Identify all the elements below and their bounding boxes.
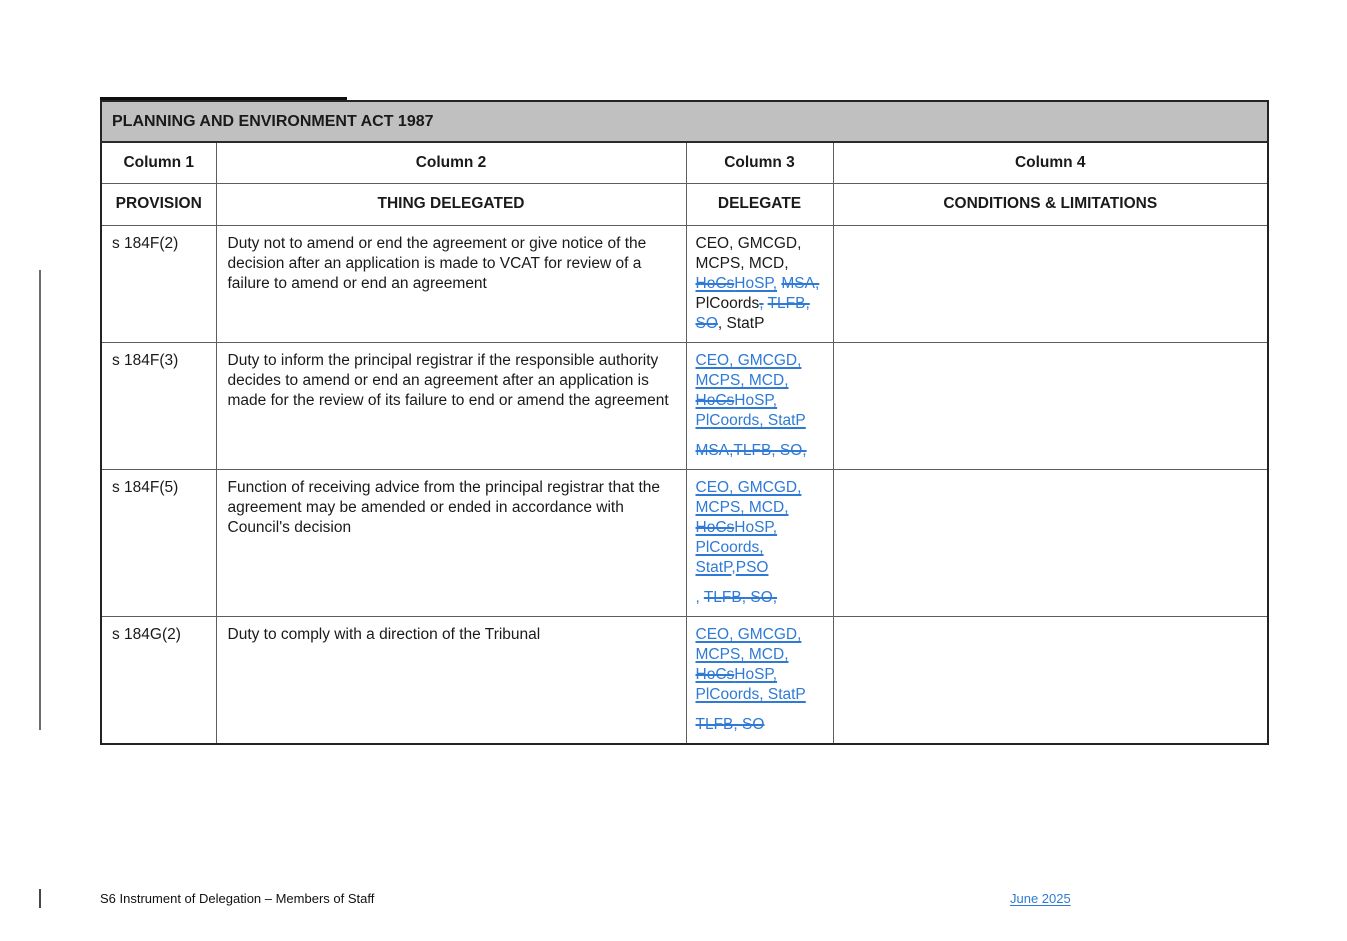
thing-delegated-cell: Function of receiving advice from the principal registrar that the agreement may be amended or ended in accordance with Council's decision <box>216 469 686 616</box>
delegate-cell <box>686 469 833 616</box>
table-body <box>101 225 1268 744</box>
thing-delegated-cell: Duty to comply with a direction of the Tribunal <box>216 616 686 744</box>
conditions-header: CONDITIONS & LIMITATIONS <box>833 183 1268 225</box>
footer-date-link[interactable]: June 2025 <box>1010 891 1071 906</box>
delegation-table-container <box>100 100 1267 745</box>
table-row <box>101 469 1268 616</box>
table-row <box>101 225 1268 342</box>
thing-delegated-cell: Duty to inform the principal registrar if the responsible authority decides to amend or end an agreement after an application is made for the review of its failure to end or amend the agreement <box>216 342 686 469</box>
delegate-text-segment: HoCs <box>695 665 735 683</box>
conditions-cell <box>833 616 1268 744</box>
delegate-text-segment: HoCs <box>695 274 735 292</box>
delegate-cell <box>686 225 833 342</box>
delegate-paragraph <box>696 478 831 578</box>
delegate-text-segment: HoSP, <box>734 274 778 292</box>
delegate-text-segment: , <box>731 558 736 576</box>
table-row <box>101 616 1268 744</box>
field-header-row <box>101 183 1268 225</box>
delegate-cell <box>686 342 833 469</box>
delegate-text-segment: , <box>695 588 704 606</box>
delegate-cell <box>686 616 833 744</box>
delegate-text-segment: , StatP <box>717 314 765 332</box>
column-2-header: Column 2 <box>216 142 686 183</box>
conditions-cell <box>833 225 1268 342</box>
delegate-paragraph <box>696 625 831 705</box>
delegate-text-segment: PSO <box>735 558 769 576</box>
delegate-paragraph <box>696 234 831 334</box>
delegate-text-segment: HoSP, PlCoords, StatP <box>695 518 778 576</box>
delegate-header: DELEGATE <box>686 183 833 225</box>
delegate-text-segment: CEO, GMCGD, MCPS, MCD, <box>695 234 802 272</box>
delegate-paragraph <box>696 441 831 461</box>
provision-cell: s 184F(2) <box>101 225 216 342</box>
delegate-paragraph <box>696 351 831 431</box>
act-title-row <box>101 101 1268 142</box>
delegate-paragraph <box>696 715 831 735</box>
footer-change-bar <box>39 889 41 908</box>
delegate-text-segment: CEO, GMCGD, MCPS, MCD, <box>695 478 802 516</box>
delegate-text-segment: MSA,TLFB, SO, <box>695 441 807 459</box>
conditions-cell <box>833 469 1268 616</box>
provision-cell: s 184F(3) <box>101 342 216 469</box>
delegate-paragraph <box>696 588 831 608</box>
thing-delegated-cell: Duty not to amend or end the agreement or give notice of the decision after an application is made to VCAT for review of a failure to amend or end an agreement <box>216 225 686 342</box>
column-number-header-row <box>101 142 1268 183</box>
delegate-text-segment: CEO, GMCGD, MCPS, MCD, <box>695 625 802 663</box>
delegate-text-segment: PlCoords <box>695 294 760 312</box>
table-row <box>101 342 1268 469</box>
delegate-text-segment: CEO, GMCGD, MCPS, MCD, <box>695 351 802 389</box>
delegate-text-segment: HoSP, PlCoords, StatP <box>695 391 806 429</box>
revision-change-bar <box>39 270 41 730</box>
conditions-cell <box>833 342 1268 469</box>
delegate-text-segment: , <box>759 294 764 312</box>
provision-cell: s 184G(2) <box>101 616 216 744</box>
provision-cell: s 184F(5) <box>101 469 216 616</box>
provision-header: PROVISION <box>101 183 216 225</box>
delegate-text-segment: TLFB, SO <box>695 294 810 332</box>
delegate-text-segment: HoCs <box>695 391 735 409</box>
delegation-table <box>100 100 1269 745</box>
column-3-header: Column 3 <box>686 142 833 183</box>
delegate-text-segment: TLFB, SO <box>695 715 765 733</box>
delegate-text-segment: MSA, <box>781 274 820 292</box>
delegate-text-segment: HoSP, PlCoords, StatP <box>695 665 806 703</box>
column-1-header: Column 1 <box>101 142 216 183</box>
column-4-header: Column 4 <box>833 142 1268 183</box>
act-title: PLANNING AND ENVIRONMENT ACT 1987 <box>101 101 1268 142</box>
delegate-text-segment: TLFB, SO, <box>703 588 778 606</box>
footer-document-title: S6 Instrument of Delegation – Members of Staff <box>100 891 375 906</box>
thing-delegated-header: THING DELEGATED <box>216 183 686 225</box>
delegate-text-segment: HoCs <box>695 518 735 536</box>
